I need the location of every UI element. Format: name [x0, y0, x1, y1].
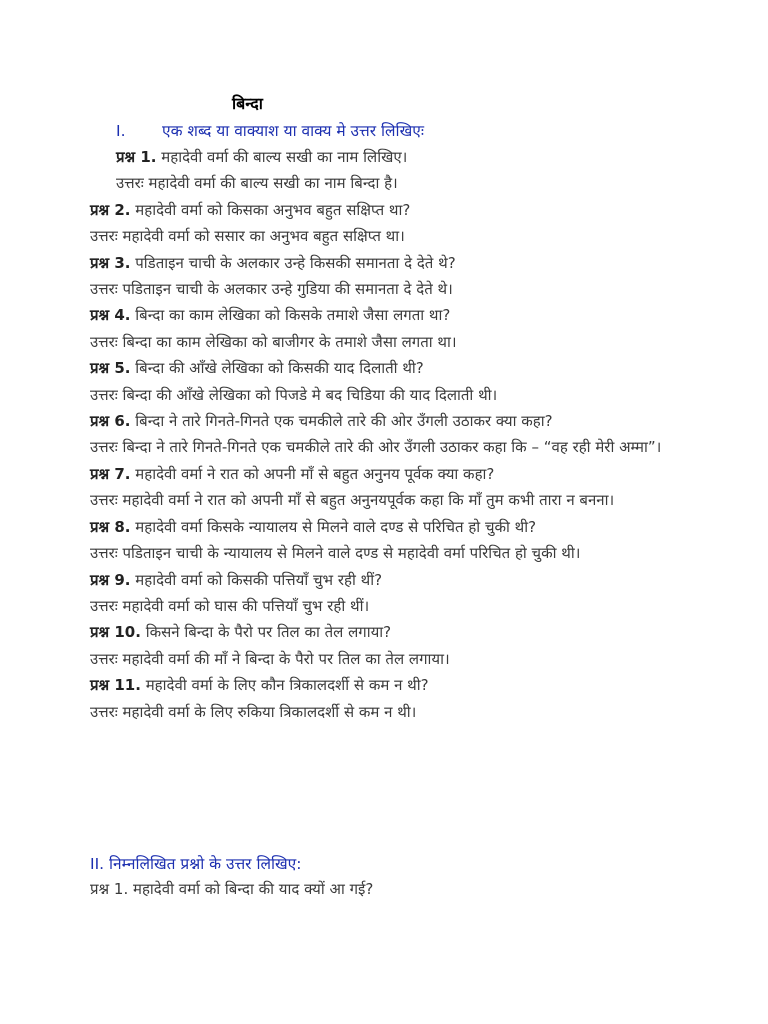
section-1-number: I. [116, 122, 126, 140]
answer-11: उत्तरः महादेवी वर्मा के लिए रुकिया त्रिकालदर्शी से कम न थी। [90, 702, 417, 721]
question-text: बिन्दा का काम लेखिका को किसके तमाशे जैसा लगता था? [130, 306, 451, 325]
question-text: महादेवी वर्मा ने रात को अपनी माँ से बहुत अनुनय पूर्वक क्या कहा? [130, 464, 495, 483]
question-1 [90, 144, 690, 170]
answer-10: उत्तरः महादेवी वर्मा की माँ ने बिन्दा के पैरो पर तिल का तेल लगाया। [90, 649, 450, 668]
question-text: महादेवी वर्मा किसके न्यायालय से मिलने वाले दण्ड से परिचित हो चुकी थी? [130, 517, 537, 536]
question-label: प्रश्न 8. [90, 517, 131, 536]
question-7 [90, 461, 690, 487]
question-label: प्रश्न 6. [90, 412, 131, 431]
question-text: बिन्दा की आँखे लेखिका को किसकी याद दिलाती थी? [130, 359, 424, 378]
question-text: महादेवी वर्मा को किसका अनुभव बहुत सक्षिप्त था? [130, 200, 411, 219]
question-label: प्रश्न 1. [116, 148, 157, 166]
question-text: महादेवी वर्मा की बाल्य सखी का नाम लिखिए। [156, 148, 408, 166]
answer-6: उत्तरः बिन्दा ने तारे गिनते-गिनते एक चमकीले तारे की ओर उँगली उठाकर कहा कि – “वह रही मेरी अम्मा”। [90, 438, 662, 457]
question-11 [90, 672, 690, 698]
answer-3: उत्तरः पडिताइन चाची के अलकार उन्हे गुडिया की समानता दे देते थे। [90, 280, 453, 299]
question-text: महादेवी वर्मा के लिए कौन त्रिकालदर्शी से कम न थी? [140, 676, 429, 695]
section-1-heading [116, 119, 424, 141]
answer-2: उत्तरः महादेवी वर्मा को ससार का अनुभव बहुत सक्षिप्त था। [90, 227, 405, 246]
answer-4: उत्तरः बिन्दा का काम लेखिका को बाजीगर के तमाशे जैसा लगता था। [90, 332, 457, 351]
question-10 [90, 619, 690, 645]
answer-7: उत्तरः महादेवी वर्मा ने रात को अपनी माँ से बहुत अनुनयपूर्वक कहा कि माँ तुम कभी तारा न बनना। [90, 491, 615, 510]
answer-9: उत्तरः महादेवी वर्मा को घास की पत्तियाँ चुभ रही थीं। [90, 596, 370, 615]
question-9 [90, 567, 690, 593]
question-5 [90, 355, 690, 381]
question-label: प्रश्न 2. [90, 200, 131, 219]
question-label: प्रश्न 3. [90, 253, 131, 272]
question-text: महादेवी वर्मा को किसकी पत्तियाँ चुभ रही थीं? [130, 570, 383, 589]
question-label: प्रश्न 9. [90, 570, 131, 589]
document-title: बिन्दा [232, 94, 263, 113]
question-label: प्रश्न 4. [90, 306, 131, 325]
question-text: किसने बिन्दा के पैरो पर तिल का तेल लगाया? [140, 623, 392, 642]
section-2-heading: II. निम्नलिखित प्रश्नो के उत्तर लिखिए: [90, 855, 302, 873]
question-text: बिन्दा ने तारे गिनते-गिनते एक चमकीले तारे की ओर उँगली उठाकर क्या कहा? [130, 412, 553, 431]
section-1-text: एक शब्द या वाक्याश या वाक्य मे उत्तर लिखिएः [162, 122, 424, 140]
question-label: प्रश्न 7. [90, 464, 131, 483]
question-label: प्रश्न 11. [90, 676, 141, 695]
section-2-question-1: प्रश्न 1. महादेवी वर्मा को बिन्दा की याद क्यों आ गई? [90, 880, 374, 898]
question-label: प्रश्न 10. [90, 623, 141, 642]
answer-8: उत्तरः पडिताइन चाची के न्यायालय से मिलने वाले दण्ड से महादेवी वर्मा परिचित हो चुकी थी। [90, 544, 581, 563]
answer-1: उत्तरः महादेवी वर्मा की बाल्य सखी का नाम बिन्दा है। [116, 174, 398, 193]
question-text: पडिताइन चाची के अलकार उन्हे किसकी समानता दे देते थे? [130, 253, 456, 272]
question-2 [90, 197, 690, 223]
question-label: प्रश्न 5. [90, 359, 131, 378]
question-answer-list [90, 144, 690, 725]
question-3 [90, 250, 690, 276]
question-6 [90, 408, 690, 434]
answer-5: उत्तरः बिन्दा की आँखे लेखिका को पिजडे मे बद चिडिया की याद दिलाती थी। [90, 385, 498, 404]
question-4 [90, 302, 690, 328]
question-8 [90, 514, 690, 540]
